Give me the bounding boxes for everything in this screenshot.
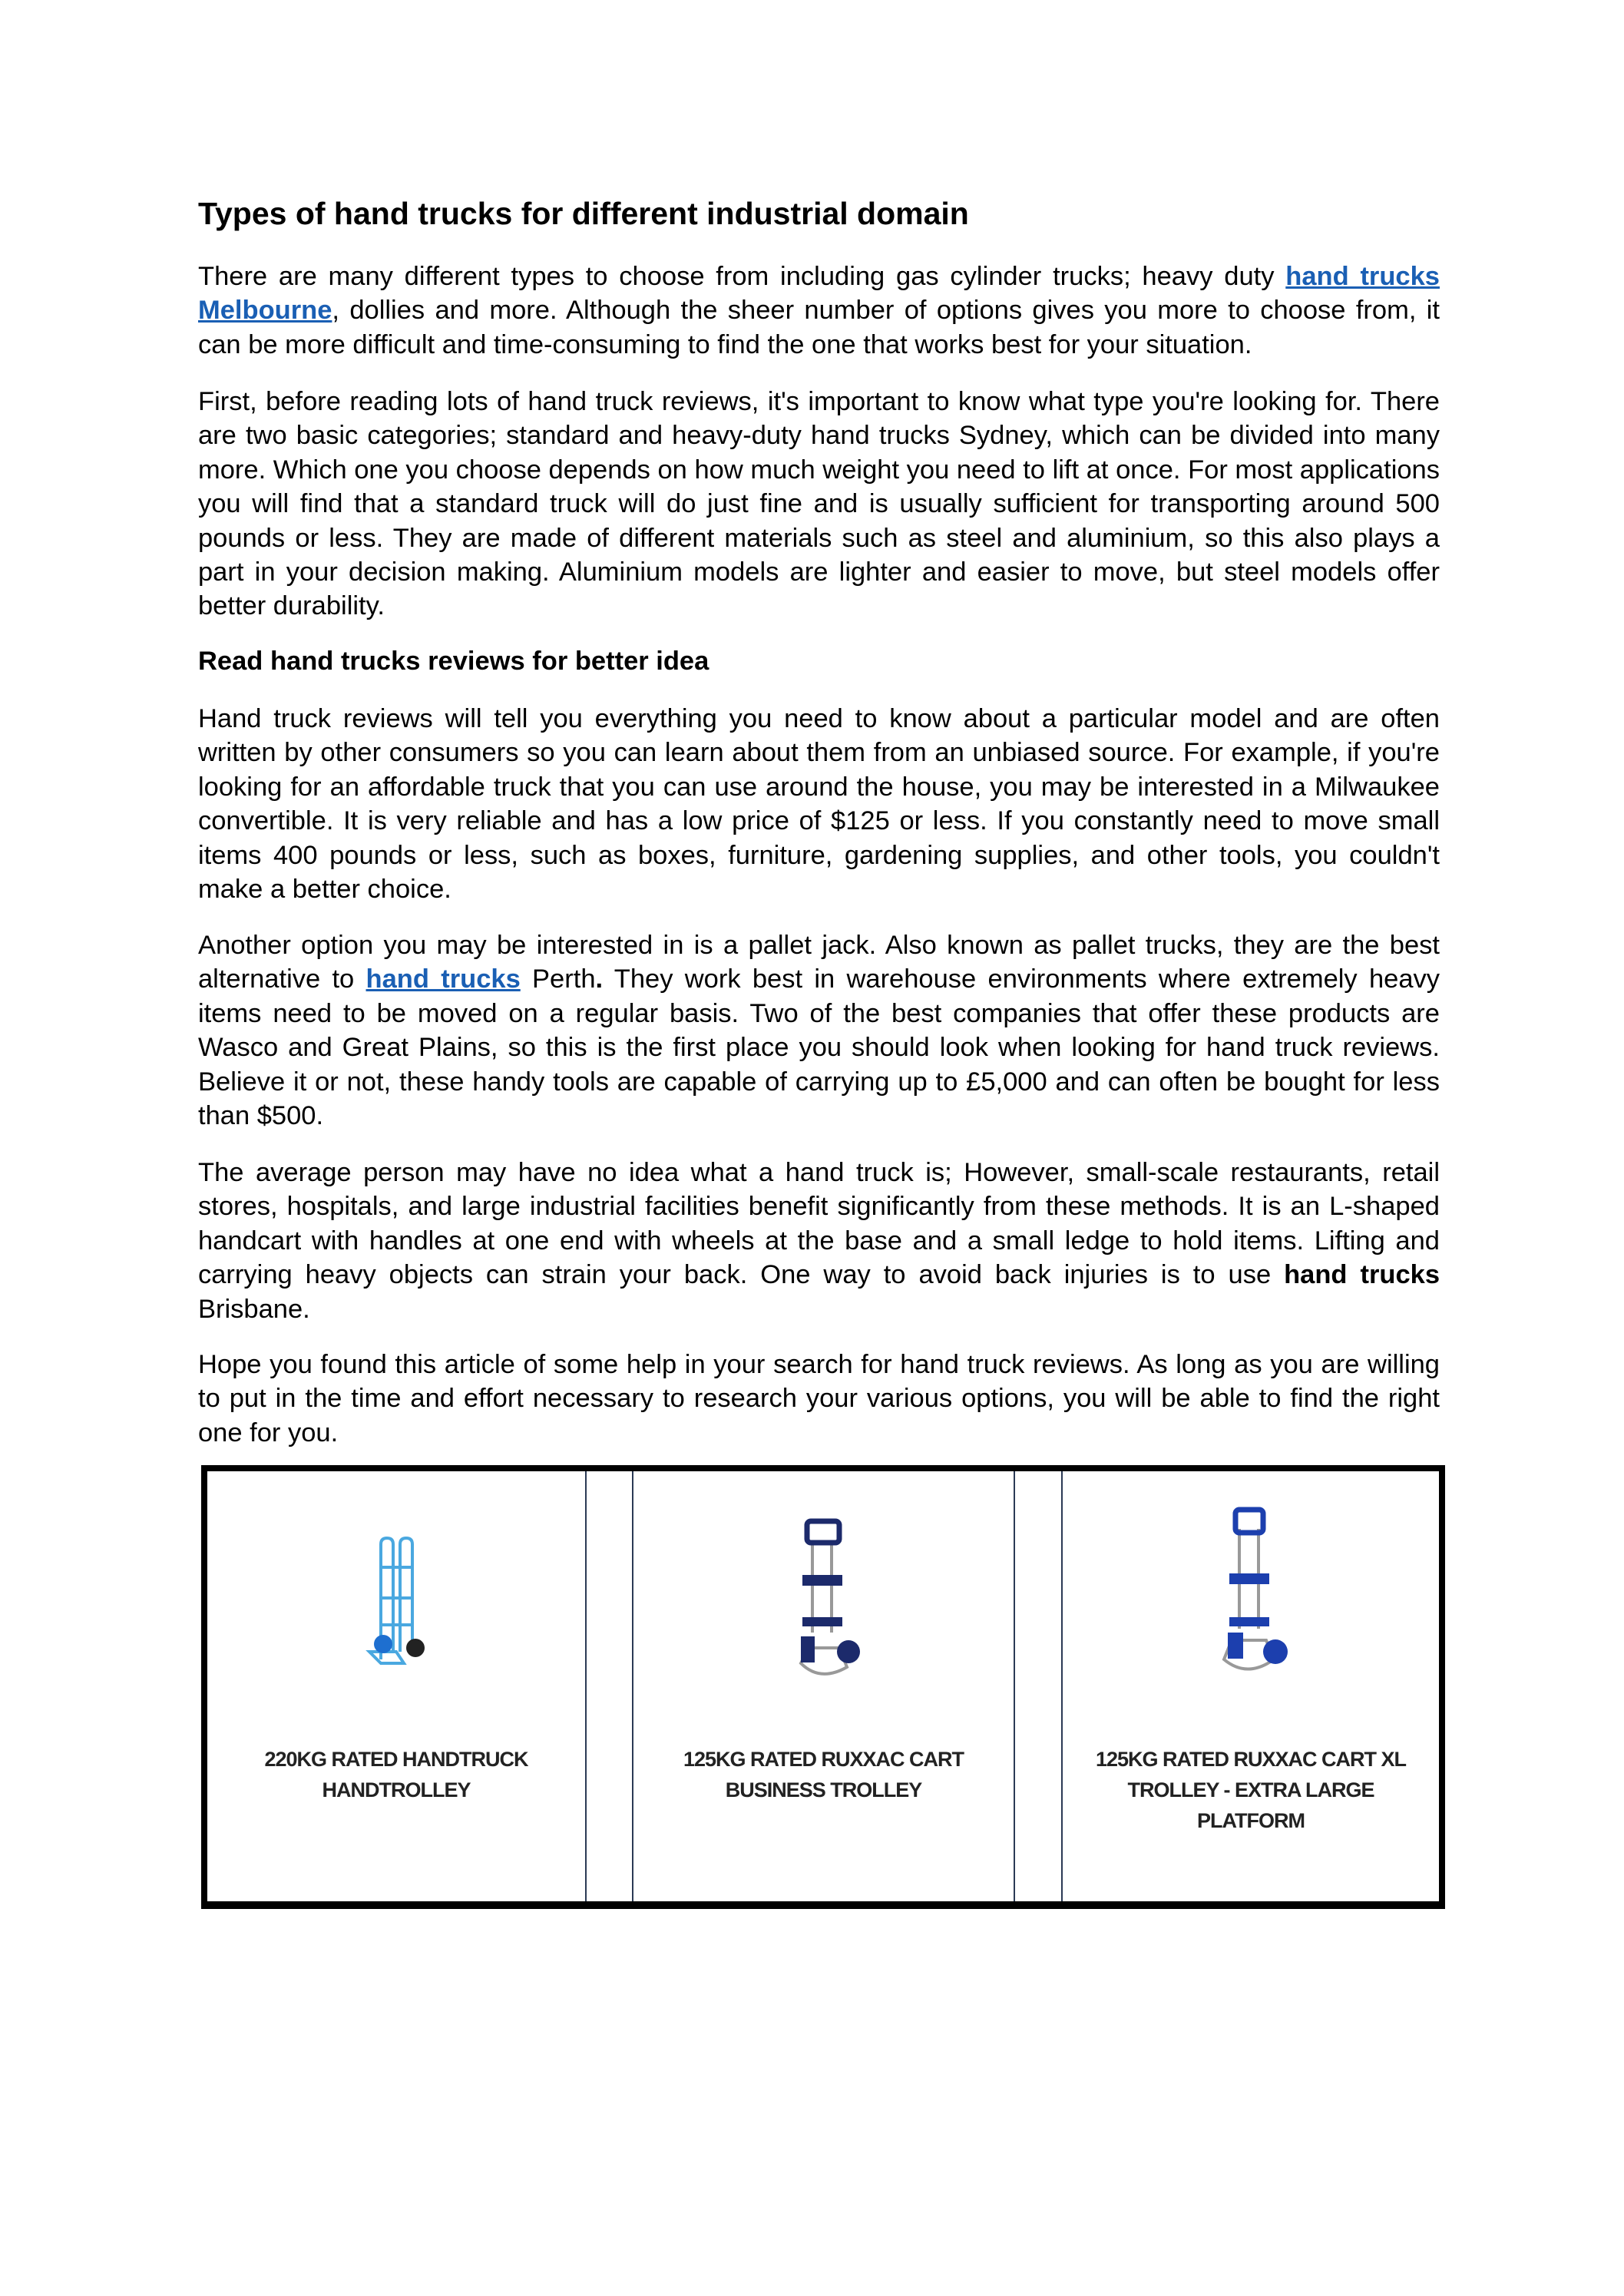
label-line: 125KG RATED RUXXAC CART	[683, 1748, 964, 1771]
product-card[interactable]	[1063, 1471, 1439, 1901]
product-label	[207, 1744, 585, 1805]
text: The average person may have no idea what a hand truck is; However, small-scale restaurants, retail stores, hospitals, and large industrial facilities benefit significantly from these methods. It is an L-shaped handcart with handles at one end with wheels at the base and a small ledge to hold items. Lifting and carrying heavy objects can strain your back. One way to avoid back injuries is to use	[198, 1158, 1440, 1290]
label-line: PLATFORM	[1197, 1809, 1305, 1832]
divider	[585, 1471, 587, 1901]
label-line: 125KG RATED RUXXAC CART XL	[1095, 1748, 1407, 1771]
link-hand-trucks[interactable]: hand trucks	[365, 964, 521, 994]
text: , dollies and more. Although the sheer number of options gives you more to choose from, it can be more difficult and time-consuming to find the one that works best for your situation.	[198, 296, 1440, 359]
paragraph-pallet-jack	[198, 928, 1440, 1133]
paragraph-intro	[198, 260, 1440, 362]
hand-truck-image	[362, 1537, 431, 1667]
label-line: BUSINESS TROLLEY	[725, 1778, 922, 1801]
page-title: Types of hand trucks for different industrial domain	[198, 196, 969, 231]
folding-cart-image	[778, 1517, 870, 1686]
text: Perth	[520, 964, 596, 994]
subheading: Read hand trucks reviews for better idea	[198, 647, 709, 676]
label-line: HANDTROLLEY	[322, 1778, 471, 1801]
link-hand-trucks-melbourne[interactable]: hand trucks Melbourne	[198, 262, 1440, 326]
product-card[interactable]	[207, 1471, 585, 1901]
paragraph-reviews: Hand truck reviews will tell you everything you need to know about a particular model and are often written by other consumers so you can learn about them from an unbiased source. For example, if you're looking for an affordable truck that you can use around the house, you may be interested in a Milwaukee convertible. It is very reliable and has a low price of $125 or less. If you constantly need to move small items 400 pounds or less, such as boxes, furniture, gardening supplies, and other tools, you couldn't make a better choice.	[198, 704, 1440, 905]
paragraph-conclusion: Hope you found this article of some help in your search for hand truck reviews. As long as you are willing to put in the time and effort necessary to research your various options, you will be able to find the right one for you.	[198, 1350, 1440, 1447]
paragraph-average-person	[198, 1156, 1440, 1326]
product-label	[633, 1744, 1014, 1805]
product-strip	[201, 1465, 1445, 1909]
paragraph-categories: First, before reading lots of hand truck reviews, it's important to know what type you're looking for. There are two basic categories; standard and heavy-duty hand trucks Sydney, which can be divided into many more. Which one you choose depends on how much weight you need to lift at once. For most applications you will find that a standard truck will do just fine and is usually sufficient for transporting around 500 pounds or less. They are made of different materials such as steel and aluminium, so this also plays a part in your decision making. Aluminium models are lighter and easier to move, but steel models offer better durability.	[198, 387, 1440, 621]
text: There are many different types to choose from including gas cylinder trucks; heavy duty	[198, 262, 1286, 291]
divider	[1014, 1471, 1015, 1901]
label-line: TROLLEY - EXTRA LARGE	[1127, 1778, 1374, 1801]
text: .	[595, 964, 604, 994]
bold-text: hand trucks	[1284, 1260, 1440, 1290]
product-card[interactable]	[633, 1471, 1014, 1901]
folding-cart-xl-image	[1205, 1506, 1297, 1690]
label-line: 220KG RATED HANDTRUCK	[264, 1748, 528, 1771]
text: Another option you may be interested in is a pallet jack. Also known as pallet trucks, they are the best alternative to	[198, 931, 1440, 994]
product-label	[1063, 1744, 1439, 1836]
text: They work best in warehouse environments where extremely heavy items need to be moved on a regular basis. Two of the best companies that offer these products are Wasco and Great Plains, so this is the first place you should look when looking for hand truck reviews. Believe it or not, these handy tools are capable of carrying up to £5,000 and can often be bought for less than $500.	[198, 964, 1440, 1131]
text: Brisbane.	[198, 1294, 310, 1324]
